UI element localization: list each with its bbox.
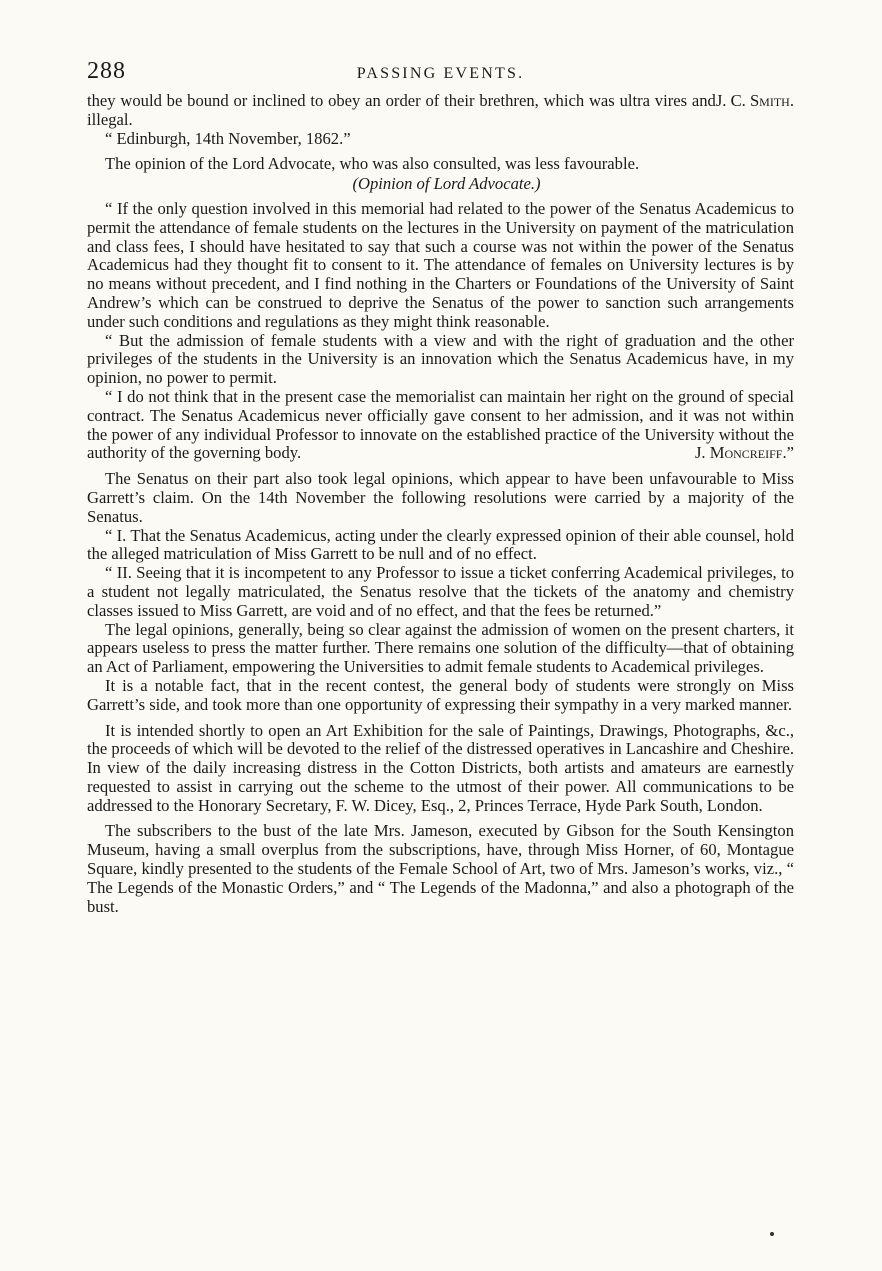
art-exhibition-notice: It is intended shortly to open an Art Exhibition for the sale of Paintings, Drawings, Photographs, &c., the proceeds of which will be devoted to the relief of the distressed operatives in Lancashire and Cheshire. In view of the daily increasing distress in the Cotton Districts, both artists and amateurs are earnestly requested to assist in carrying out the scheme to the utmost of their power. All communications to be addressed to the Honorary Secretary, F. W. Dicey, Esq., 2, Princes Terrace, Hyde Park South, London. — [87, 720, 794, 815]
paragraph: The legal opinions, generally, being so clear against the admission of women on the present charters, it appears useless to press the matter further. There remains one solution of the difficulty—that of obtaining an Act of Parliament, empowering the Universities to admit female students to Academical privileges. — [87, 619, 794, 677]
ink-speck — [770, 1232, 774, 1236]
signature-moncreiff: J. Moncreiff.” — [694, 443, 794, 463]
paragraph-text: they would be bound or inclined to obey an order of their brethren, which was ultra vires and illegal. — [87, 91, 716, 129]
resolution-one: “ I. That the Senatus Academicus, acting under the clearly expressed opinion of their able counsel, hold the alleged matriculation of Miss Garrett to be null and of no effect. — [87, 525, 794, 564]
page-number: 288 — [87, 58, 126, 84]
paragraph — [87, 388, 794, 463]
article-body — [87, 92, 794, 916]
paragraph: “ If the only question involved in this memorial had related to the power of the Senatus Academicus to permit the attendance of female students on the lectures in the University on payment of the matriculation and class fees, I should have hesitated to say that such a course was not within the power of the Senatus Academicus had they thought fit to consent to it. The attendance of females on University lectures is by no means without precedent, and I find nothing in the Charters or Foundations of the University of Saint Andrew’s which can be construed to deprive the Senatus of the power to sanction such arrangements under such conditions and regulations as they might think reasonable. — [87, 198, 794, 331]
dateline: “ Edinburgh, 14th November, 1862.” — [105, 128, 351, 148]
paragraph: It is a notable fact, that in the recent contest, the general body of students were strongly on Miss Garrett’s side, and took more than one opportunity of expressing their sympathy in a very marked manner. — [87, 675, 794, 714]
paragraph: The opinion of the Lord Advocate, who was also consulted, was less favourable. — [105, 154, 640, 174]
paragraph: “ But the admission of female students with a view and with the right of graduation and the other privileges of the students in the University is an innovation which the Senatus Academicus have, in my opinion, no power to permit. — [87, 330, 794, 388]
page — [87, 58, 794, 916]
paragraph-text: “ I do not think that in the present case the memorialist can maintain her right on the ground of special contract. The Senatus Academicus never officially gave consent to her admission, and it was not within the power of any individual Professor to innovate on the established practice of the University without the authority of the governing body. — [87, 386, 794, 463]
running-head: PASSING EVENTS. — [356, 65, 525, 82]
page-header — [87, 58, 794, 92]
paragraph: The Senatus on their part also took legal opinions, which appear to have been unfavourable to Miss Garrett’s claim. On the 14th November the following resolutions were carried by a majority of the Senatus. — [87, 469, 794, 526]
jameson-bust-notice: The subscribers to the bust of the late Mrs. Jameson, executed by Gibson for the South Kensington Museum, having a small overplus from the subscriptions, have, through Miss Horner, of 60, Montague Square, kindly presented to the students of the Female School of Art, two of Mrs. Jameson’s works, viz., “ The Legends of the Monastic Orders,” and “ The Legends of the Madonna,” and also a photograph of the bust. — [87, 821, 794, 916]
resolution-two: “ II. Seeing that it is incompetent to any Professor to issue a ticket conferring Academical privileges, to a student not legally matriculated, the Senatus resolve that the tickets of the anatomy and chemistry classes issued to Miss Garrett, are void and of no effect, and that the fees be returned.” — [87, 563, 794, 620]
signature-smith: J. C. Smith. — [715, 91, 794, 110]
section-subheading: (Opinion of Lord Advocate.) — [352, 174, 541, 194]
paragraph — [87, 92, 794, 130]
